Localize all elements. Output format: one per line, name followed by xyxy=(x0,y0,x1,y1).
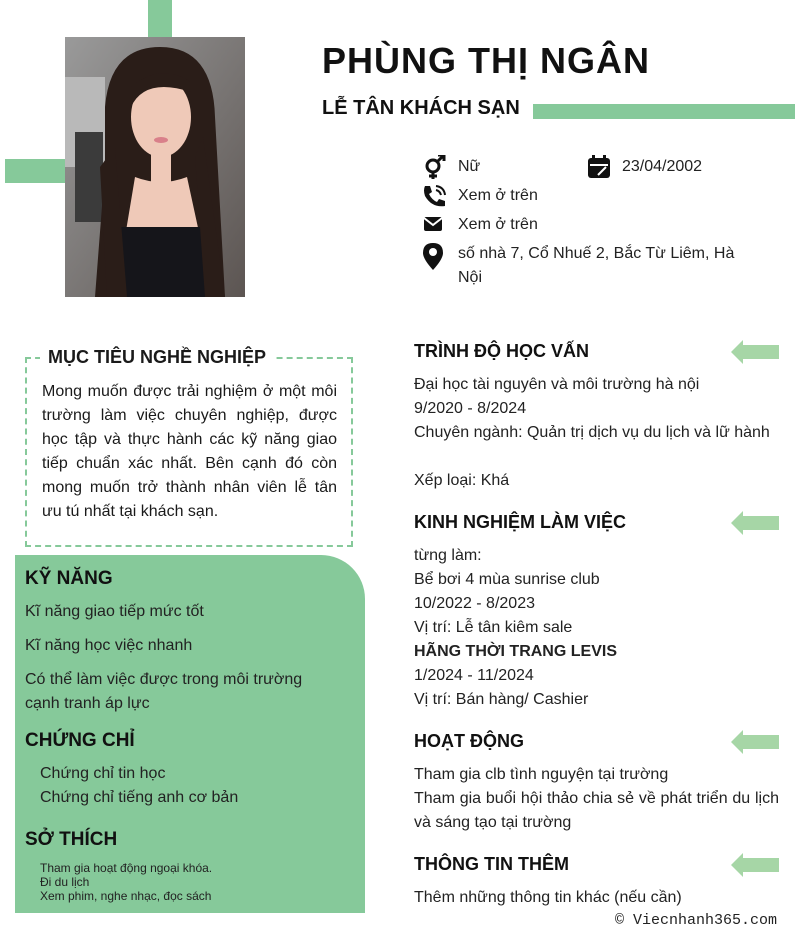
extra-info-text: Thêm những thông tin khác (nếu cần) xyxy=(414,889,682,906)
decor-block-top xyxy=(148,0,172,37)
section-arrow-icon xyxy=(731,853,779,877)
address-row xyxy=(422,242,752,290)
candidate-name: PHÙNG THỊ NGÂN xyxy=(322,40,650,81)
experience-title: KINH NGHIỆM LÀM VIỆC xyxy=(414,512,627,532)
certificate-item: Chứng chỉ tiếng anh cơ bản xyxy=(40,789,239,806)
watermark: © Viecnhanh365.com xyxy=(614,912,777,929)
hobby-item: Xem phim, nghe nhạc, đọc sách xyxy=(40,889,212,903)
decor-block-left xyxy=(5,159,65,183)
phone-icon xyxy=(422,184,448,208)
email-row xyxy=(422,213,538,237)
job-title: LỄ TÂN KHÁCH SẠN xyxy=(322,97,520,119)
experience-job2-role: Vị trí: Bán hàng/ Cashier xyxy=(414,691,589,708)
calendar-icon xyxy=(586,155,612,179)
extra-info-title: THÔNG TIN THÊM xyxy=(414,854,569,874)
objective-title: MỤC TIÊU NGHỀ NGHIỆP xyxy=(40,347,274,368)
phone-value: Xem ở trên xyxy=(458,187,538,204)
address-value: số nhà 7, Cổ Nhuế 2, Bắc Từ Liêm, Hà Nội xyxy=(458,245,735,286)
certificates-title: CHỨNG CHỈ xyxy=(25,730,135,751)
experience-intro: từng làm: xyxy=(414,547,482,564)
birthdate-row xyxy=(586,155,702,179)
education-rank: Xếp loại: Khá xyxy=(414,472,510,489)
experience-job1-period: 10/2022 - 8/2023 xyxy=(414,595,535,612)
location-pin-icon xyxy=(422,242,448,266)
email-value: Xem ở trên xyxy=(458,216,538,233)
activity-item: Tham gia clb tình nguyện tại trường xyxy=(414,766,669,783)
education-title: TRÌNH ĐỘ HỌC VẤN xyxy=(414,341,589,361)
experience-job2-place: HÃNG THỜI TRANG LEVIS xyxy=(414,643,617,660)
profile-photo xyxy=(65,37,245,297)
certificate-item: Chứng chỉ tin học xyxy=(40,765,166,782)
birthdate-value: 23/04/2002 xyxy=(622,158,703,175)
gender-icon xyxy=(422,155,448,179)
education-major: Chuyên ngành: Quản trị dịch vụ du lịch và lữ hành xyxy=(414,424,770,441)
skill-item: Kĩ năng học việc nhanh xyxy=(25,637,193,654)
gender-row xyxy=(422,155,480,179)
experience-job1-place: Bể bơi 4 mùa sunrise club xyxy=(414,571,600,588)
skill-item: Có thể làm việc được trong môi trường cạnh tranh áp lực xyxy=(25,671,303,712)
section-arrow-icon xyxy=(731,340,779,364)
section-arrow-icon xyxy=(731,511,779,535)
hobby-item: Đi du lịch xyxy=(40,875,90,889)
objective-text: Mong muốn được trải nghiệm ở một môi trường làm việc chuyên nghiệp, được học tập và thực hành các kỹ năng giao tiếp chuẩn xác nhất. Bên cạnh đó còn mong muốn trở thành nhân viên lễ tân ưu tú nhất tại khách sạn. xyxy=(42,383,337,520)
education-period: 9/2020 - 8/2024 xyxy=(414,400,527,417)
gender-value: Nữ xyxy=(458,158,481,175)
section-arrow-icon xyxy=(731,730,779,754)
education-school: Đại học tài nguyên và môi trường hà nội xyxy=(414,376,700,393)
skills-title: KỸ NĂNG xyxy=(25,568,113,589)
activity-item: Tham gia buổi hội thảo chia sẻ về phát triển du lịch và sáng tạo tại trường xyxy=(414,790,779,831)
skill-item: Kĩ năng giao tiếp mức tốt xyxy=(25,603,204,620)
title-underline-bar xyxy=(533,104,795,119)
experience-job2-period: 1/2024 - 11/2024 xyxy=(414,667,534,684)
envelope-icon xyxy=(422,213,448,237)
hobbies-title: SỞ THÍCH xyxy=(25,829,118,850)
experience-job1-role: Vị trí: Lễ tân kiêm sale xyxy=(414,619,573,636)
hobby-item: Tham gia hoạt động ngoại khóa. xyxy=(40,861,213,875)
activities-title: HOẠT ĐỘNG xyxy=(414,731,524,751)
phone-row xyxy=(422,184,538,208)
